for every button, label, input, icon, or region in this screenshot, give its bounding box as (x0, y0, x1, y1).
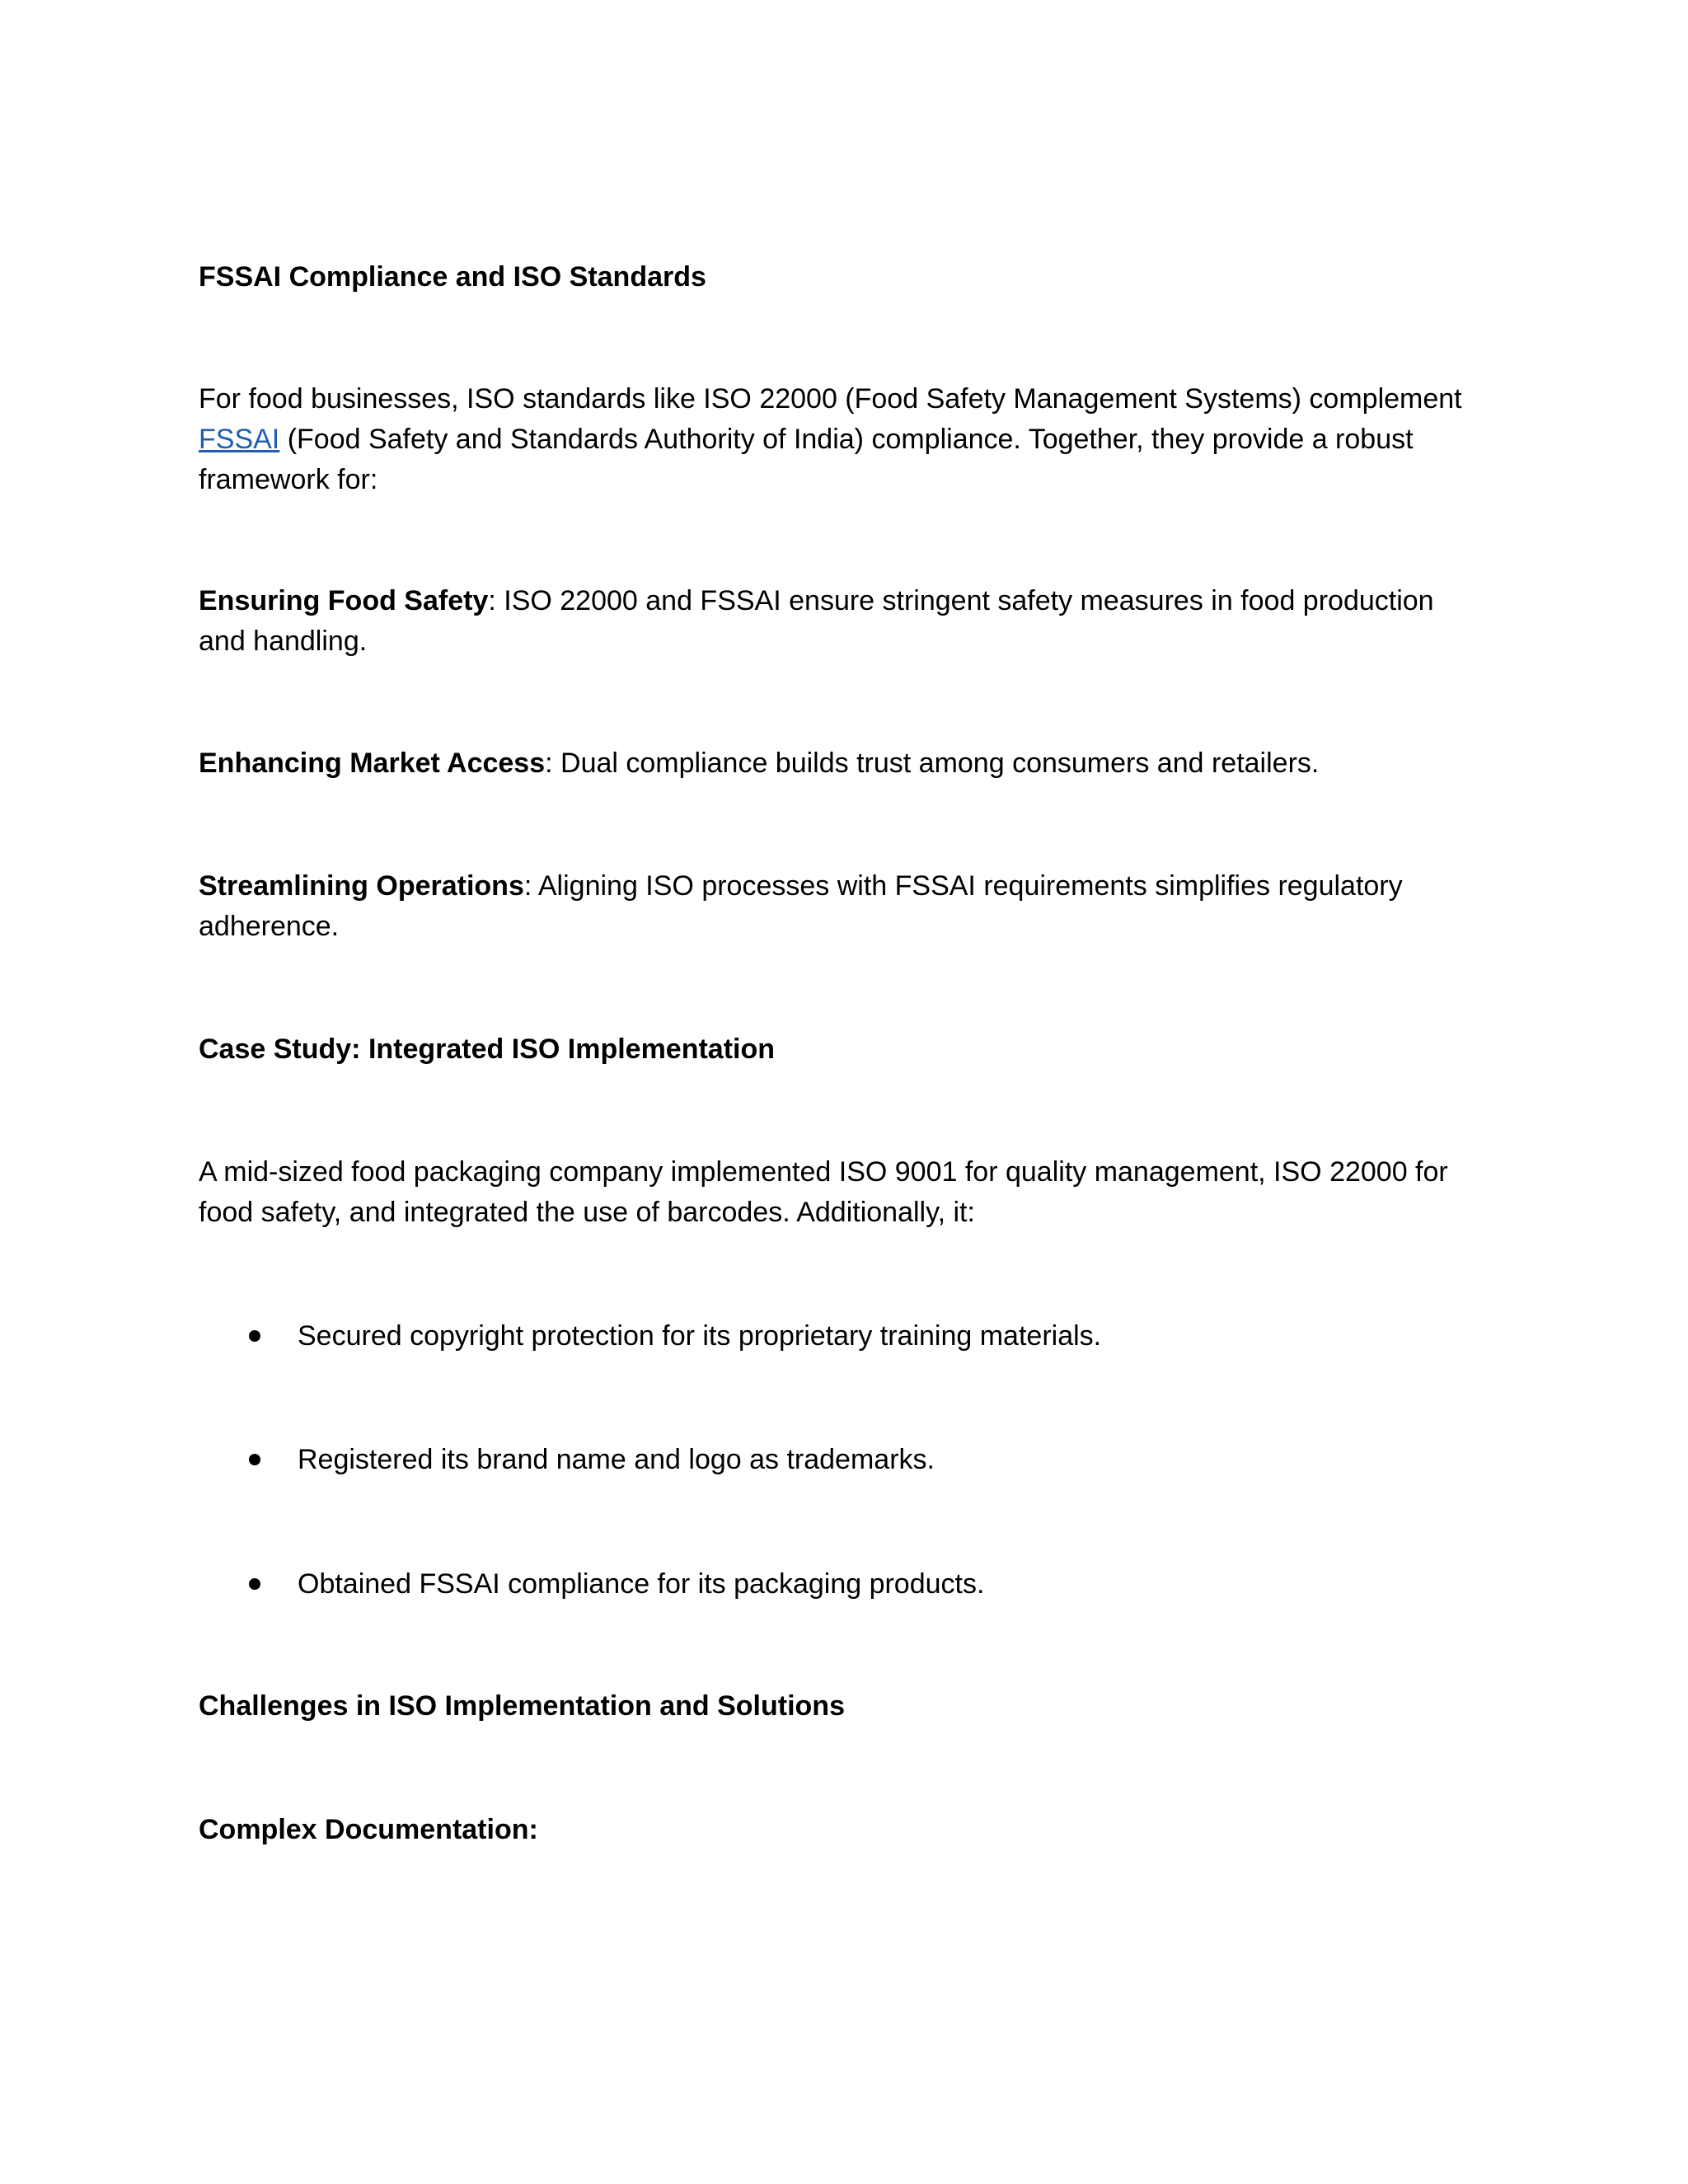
list-item (0, 1440, 1484, 1480)
point-term: Ensuring Food Safety (199, 585, 489, 616)
list-item (0, 1564, 1484, 1605)
list-item-text: Obtained FSSAI compliance for its packaging products. (298, 1568, 985, 1600)
intro-line-3: framework for: (199, 464, 378, 495)
fssai-link[interactable]: FSSAI (199, 424, 280, 455)
point-text: : Dual compliance builds trust among consumers and retailers. (545, 748, 1320, 779)
bullet-icon (249, 1330, 260, 1342)
intro-line-2-text: (Food Safety and Standards Authority of India) compliance. Together, they provide a robust (279, 424, 1414, 455)
bullet-icon (249, 1454, 260, 1465)
point-market-access (199, 743, 1484, 784)
section-heading-challenges: Challenges in ISO Implementation and Solutions (199, 1690, 845, 1722)
list-item (0, 1316, 1484, 1357)
point-streamlining (199, 866, 1484, 947)
point-text: : Aligning ISO processes with FSSAI requirements simplifies regulatory adherence. (199, 870, 1403, 942)
intro-line-2 (199, 419, 1484, 460)
list-item-text: Registered its brand name and logo as trademarks. (298, 1444, 935, 1475)
point-food-safety (199, 581, 1484, 662)
section-heading-case-study: Case Study: Integrated ISO Implementation (199, 1033, 776, 1065)
point-text: : ISO 22000 and FSSAI ensure stringent safety measures in food production and handling. (199, 585, 1434, 657)
subheading-complex-documentation: Complex Documentation: (199, 1814, 538, 1845)
case-study-paragraph: A mid-sized food packaging company implemented ISO 9001 for quality management, ISO 22000 for food safety, and integrated the use of barcodes. Additionally, it: (199, 1156, 1448, 1228)
intro-paragraph (199, 379, 1484, 500)
bullet-icon (249, 1578, 260, 1590)
list-item-text: Secured copyright protection for its proprietary training materials. (298, 1320, 1102, 1352)
point-term: Streamlining Operations (199, 870, 524, 902)
intro-line-1: For food businesses, ISO standards like ISO 22000 (Food Safety Management Systems) complement (199, 383, 1462, 415)
section-heading-fssai-iso: FSSAI Compliance and ISO Standards (199, 261, 706, 293)
point-term: Enhancing Market Access (199, 748, 546, 779)
